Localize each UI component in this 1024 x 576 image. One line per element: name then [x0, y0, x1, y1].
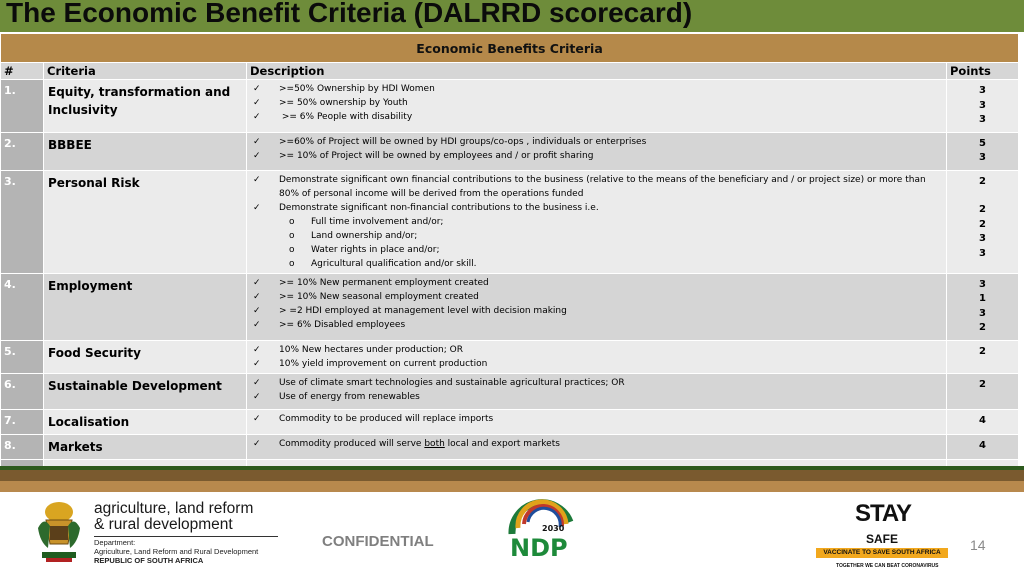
list-item: ✓ Use of energy from renewables	[253, 391, 420, 402]
criteria-label: Employment	[44, 273, 247, 340]
checkmark-icon: ✓	[253, 84, 261, 94]
list-item: ✓ Demonstrate significant own financial contributions to the business (relative to the means of the beneficiary and / or project size) or more than 80% of personal income will be derived from the operations funded	[253, 174, 926, 199]
table-row	[1, 80, 1019, 133]
list-item: ✓ >= 50% ownership by Youth	[253, 98, 408, 108]
points-cell	[947, 273, 1019, 340]
row-number: 6.	[1, 373, 44, 409]
points-cell	[947, 170, 1019, 273]
description-cell	[247, 409, 947, 434]
list-item: ✓ >= 10% New seasonal employment created	[253, 291, 479, 302]
criteria-label: Equity, transformation and Inclusivity	[44, 80, 247, 133]
circle-bullet-icon: o	[289, 230, 295, 241]
points-cell	[947, 340, 1019, 373]
points-value: 2	[979, 175, 986, 187]
criteria-table	[0, 33, 1019, 486]
list-item: ✓ >= 10% of Project will be owned by employees and / or profit sharing	[253, 150, 594, 161]
checkmark-icon: ✓	[253, 305, 261, 316]
sub-list-item: o Water rights in place and/or;	[289, 244, 440, 255]
circle-bullet-icon: o	[289, 258, 295, 269]
ndp-year: 2030	[542, 524, 565, 533]
points-value: 3	[979, 114, 986, 125]
department-label: Department:	[94, 538, 136, 547]
description-cell	[247, 373, 947, 409]
points-value: 2	[979, 378, 986, 390]
header-criteria: Criteria	[44, 63, 247, 80]
points-value: 4	[979, 439, 986, 451]
row-number: 8.	[1, 434, 44, 459]
description-cell	[247, 80, 947, 133]
list-item: ✓ >=50% Ownership by HDI Women	[253, 84, 435, 94]
list-item: ✓ >= 6% Disabled employees	[253, 319, 406, 330]
row-number: 4.	[1, 273, 44, 340]
points-cell	[947, 409, 1019, 434]
points-value: 3	[979, 152, 986, 163]
points-value: 4	[979, 414, 986, 426]
checkmark-icon: ✓	[253, 112, 261, 122]
sub-list-item: o Agricultural qualification and/or skill.	[289, 258, 477, 269]
criteria-label: Personal Risk	[44, 170, 247, 273]
sub-list-item: o Land ownership and/or;	[289, 230, 418, 241]
table-caption-row	[1, 34, 1019, 63]
points-cell	[947, 373, 1019, 409]
stay-safe-tagline: TOGETHER WE CAN BEAT CORONAVIRUS	[836, 563, 939, 569]
footer-stripe	[0, 481, 1024, 492]
description-cell	[247, 273, 947, 340]
row-number: 1.	[1, 80, 44, 133]
row-number: 2.	[1, 132, 44, 170]
ndp-logo-icon	[504, 494, 578, 560]
ndp-letters: NDP	[510, 534, 568, 560]
stay-safe-subtitle: SAFE	[866, 532, 899, 546]
circle-bullet-icon: o	[289, 216, 295, 227]
checkmark-icon: ✓	[253, 391, 261, 402]
table-caption: Economic Benefits Criteria	[1, 34, 1019, 63]
checkmark-icon: ✓	[253, 413, 261, 424]
list-item: ✓ >=60% of Project will be owned by HDI groups/co-ops , individuals or enterprises	[253, 136, 647, 147]
row-number: 7.	[1, 409, 44, 434]
checkmark-icon: ✓	[253, 291, 261, 302]
table-row	[1, 273, 1019, 340]
criteria-label: Sustainable Development	[44, 373, 247, 409]
points-value: 3	[979, 233, 986, 244]
page-number: 14	[970, 537, 986, 553]
list-item: ✓ > =2 HDI employed at management level with decision making	[253, 305, 567, 316]
points-value: 3	[979, 85, 986, 96]
list-item: ✓ Use of climate smart technologies and sustainable agricultural practices; OR	[253, 377, 625, 388]
logo-divider	[94, 536, 278, 537]
criteria-label: Markets	[44, 434, 247, 459]
department-logo-line1: agriculture, land reform	[94, 500, 254, 517]
points-value: 3	[979, 278, 986, 290]
table-row	[1, 434, 1019, 459]
points-value: 1	[979, 293, 986, 304]
footer-stripe	[0, 470, 1024, 481]
description-cell	[247, 132, 947, 170]
table-row	[1, 373, 1019, 409]
list-item: ✓ >= 6% People with disability	[253, 112, 413, 122]
row-number: 5.	[1, 340, 44, 373]
country-name: REPUBLIC OF SOUTH AFRICA	[94, 556, 204, 565]
table-row	[1, 409, 1019, 434]
list-item: ✓ Demonstrate significant non-financial contributions to the business i.e.	[253, 202, 599, 213]
table-header-row	[1, 63, 1019, 80]
points-value: 2	[979, 322, 986, 333]
criteria-label: BBBEE	[44, 132, 247, 170]
coat-of-arms-icon	[34, 498, 84, 566]
list-item: ✓ Commodity produced will serve both local and export markets	[253, 438, 560, 449]
checkmark-icon: ✓	[253, 136, 261, 147]
points-value: 2	[979, 345, 986, 357]
row-number: 3.	[1, 170, 44, 273]
circle-bullet-icon: o	[289, 244, 295, 255]
sub-list-item: o Full time involvement and/or;	[289, 216, 444, 227]
checkmark-icon: ✓	[253, 98, 261, 108]
checkmark-icon: ✓	[253, 344, 261, 355]
list-item: ✓ 10% New hectares under production; OR	[253, 344, 463, 355]
checkmark-icon: ✓	[253, 377, 261, 388]
checkmark-icon: ✓	[253, 438, 261, 449]
list-item: ✓ 10% yield improvement on current production	[253, 358, 488, 369]
checkmark-icon: ✓	[253, 150, 261, 161]
stay-safe-banner: VACCINATE TO SAVE SOUTH AFRICA	[816, 548, 948, 558]
checkmark-icon: ✓	[253, 319, 261, 330]
criteria-label: Localisation	[44, 409, 247, 434]
title-bar	[0, 0, 1024, 32]
table-row	[1, 132, 1019, 170]
points-value: 3	[979, 247, 986, 259]
checkmark-icon: ✓	[253, 202, 261, 213]
points-cell	[947, 80, 1019, 133]
points-value: 2	[979, 204, 986, 215]
header-points: Points	[947, 63, 1019, 80]
header-num: #	[1, 63, 44, 80]
department-name: Agriculture, Land Reform and Rural Development	[94, 547, 259, 556]
header-description: Description	[247, 63, 947, 80]
checkmark-icon: ✓	[253, 277, 261, 288]
points-cell	[947, 434, 1019, 459]
slide-title: The Economic Benefit Criteria (DALRRD scorecard)	[6, 0, 693, 28]
points-cell	[947, 132, 1019, 170]
table-row	[1, 340, 1019, 373]
points-value: 3	[979, 99, 986, 111]
table-row	[1, 170, 1019, 273]
criteria-label: Food Security	[44, 340, 247, 373]
checkmark-icon: ✓	[253, 174, 261, 185]
checkmark-icon: ✓	[253, 358, 261, 369]
description-cell	[247, 434, 947, 459]
points-value: 5	[979, 137, 986, 149]
list-item: ✓ >= 10% New permanent employment created	[253, 277, 489, 288]
description-cell	[247, 340, 947, 373]
department-logo-line2: & rural development	[94, 516, 233, 533]
confidential-label: CONFIDENTIAL	[322, 533, 434, 550]
stay-safe-title: STAY	[855, 500, 912, 527]
points-value: 2	[979, 218, 986, 230]
description-cell	[247, 170, 947, 273]
list-item: ✓ Commodity to be produced will replace imports	[253, 413, 494, 424]
points-value: 3	[979, 307, 986, 319]
